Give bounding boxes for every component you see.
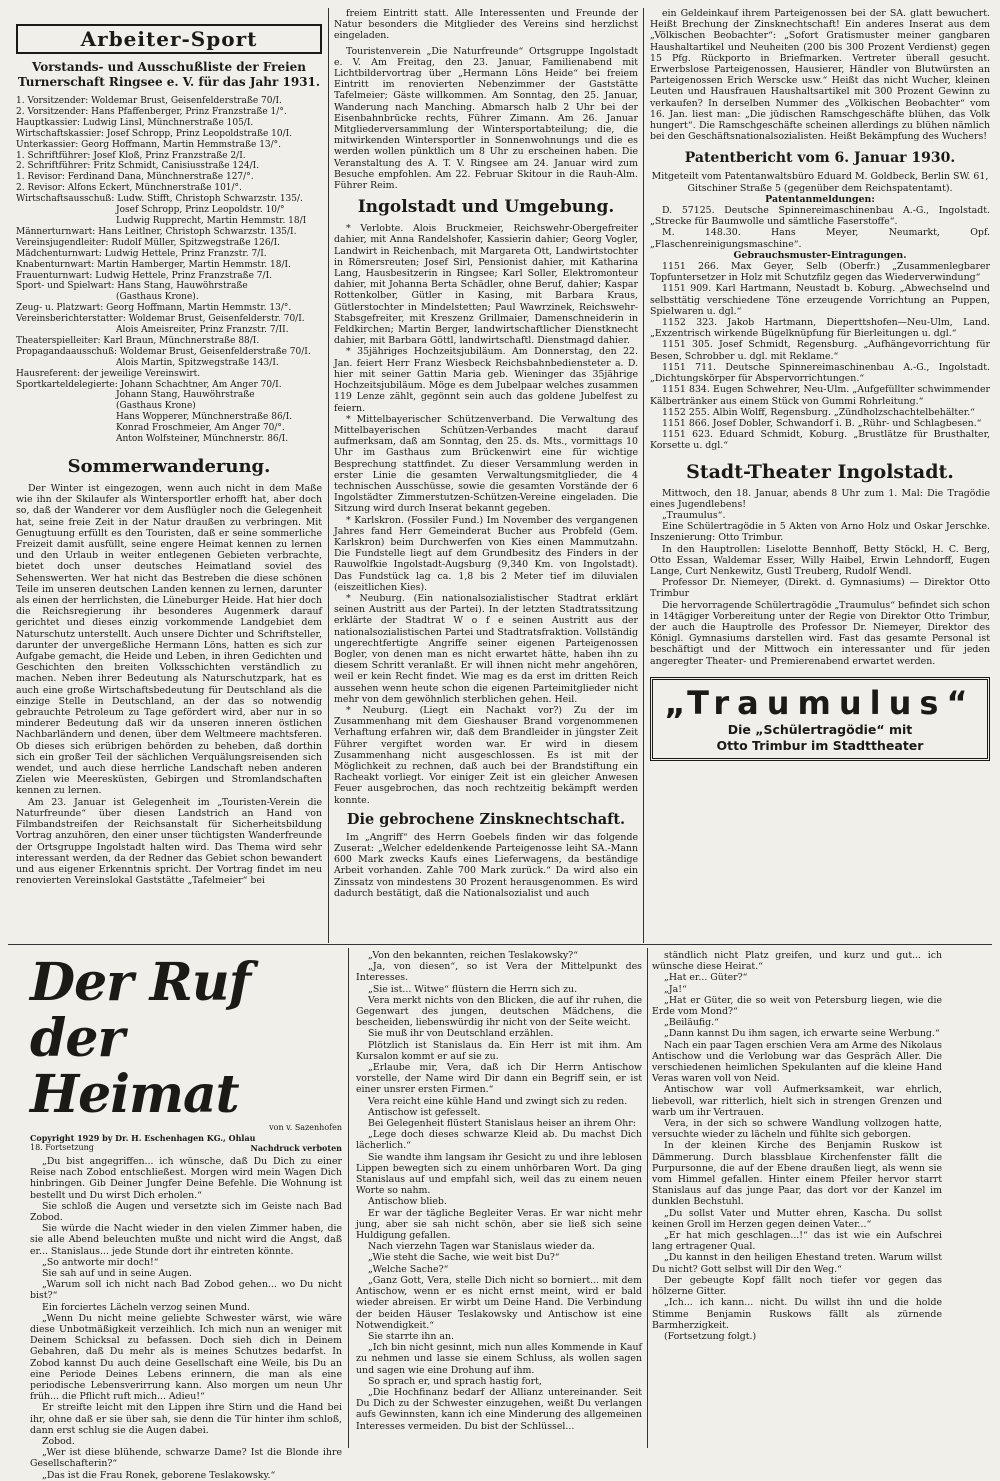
paragraph: Am 23. Januar ist Gelegenheit im „Touristen-Verein die Naturfreunde“ über diesen Landstrich an Hand von Filmbandstreifen der Reichsanstalt für Sicherheitsbildung Vortrag anzuhören, den einer unser tüchtigsten Wanderfreunde der Ortsgruppe Ingolstadt halten wird. Das Thema wird sehr interessant werden, da der Redner das Gebiet schon bewandert und aus eigener Erkenntnis spricht. Der Vortrag findet im neu renovierten Vereinslokal Gaststätte „Tafelmeier“ bei bbox=[16, 796, 322, 887]
paragraph: „Beiläufig.“ bbox=[664, 1017, 719, 1029]
paragraph: Vera, in der sich so schwere Wandlung vollzogen hatte, versuchte wieder zu lächeln und fühlte sich geborgen. bbox=[652, 1118, 942, 1141]
list-item: (Gasthaus Krone). bbox=[116, 292, 199, 303]
paragraph: Zobod. bbox=[42, 1436, 75, 1448]
serial-novel-col-3 bbox=[652, 950, 942, 1448]
paragraph: „Ich... ich kann... nicht. Du willst ihn und die holde Stimme Benjamin Ruskows fällt als zürnende Barmherzigkeit. bbox=[652, 1297, 942, 1331]
list-item: 2. Revisor: Alfons Eckert, Münchnerstraße 101/°. bbox=[16, 183, 242, 194]
news-item: * Verlobte. Alois Bruckmeier, Reichswehr-Obergefreiter dahier, mit Anna Randelshofer, Kassierin dahier; Georg Vogler, Landwirt in Reichenbach, mit Margareta Ott, Landwirtstochter in Römersreuten; Josef Sirl, Pensionist dahier, mit Katharina Lang, Hausbesitzerin in Ringsee; Karl Soller, Elektromonteur dahier, mit Johanna Berta Schädler, ohne Beruf, dahier; Kaspar Rottenkolber, Gütler in Kasing, mit Barbara Kraus, Gütlerstochter in Mindelstetten; Paul Wawrzinek, Reichswehr-Stabsgefreiter, mit Kreszenz Grillmaier, Damenschneiderin in Feldkirchen; Martin Berger, landwirtschaftlicher Dienstknecht dahier, mit Barbara Göttl, landwirtschaftl. Dienstmagd dahier. bbox=[334, 223, 638, 347]
paragraph: „Sie ist... Witwe“ flüstern die Herrn sich zu. bbox=[368, 983, 578, 995]
serial-title: Der Ruf der Heimat bbox=[30, 952, 251, 1125]
list-item: Unterkassier: Georg Hoffmann, Martin Hemmstraße 13/°. bbox=[16, 139, 282, 150]
list-item: Propagandaausschuß: Woldemar Brust, Geisenfelderstraße 70/I. bbox=[16, 346, 311, 357]
paragraph: Nach ein paar Tagen erschien Vera am Arme des Nikolaus Antischow und die Verlobung war das Gespräch Aller. Die verschiedenen heimlichen Spekulanten auf die kleine Hand Veras waren voll von Neid. bbox=[652, 1039, 942, 1085]
list-item: Josef Schropp, Prinz Leopoldstr. 10/° bbox=[116, 205, 285, 216]
theater-text bbox=[650, 488, 990, 667]
paragraph: Er war der tägliche Begleiter Veras. Er war nicht mehr jung, aber sie sah nicht schön, aber sie ließ sich seine Huldigung gefallen. bbox=[356, 1207, 642, 1242]
article-zinsknechtschaft: Im „Angriff“ des Herrn Goebels finden wir das folgende Zuserat: „Welcher edeldenkende Parteigenosse leiht SA.-Mann 600 Mark zwecks Kaufs eines Lieferwagens, da beständige Arbeit vorhanden. Zahle 700 Mark zurück.“ Da wird also ein Zinssatz von mindestens 30 Prozent herausgenommen. Es wird dadurch bestätigt, daß die Nationalsozialist und auch bbox=[334, 831, 638, 899]
paragraph: „Wenn Du nicht meine geliebte Schwester wärst, wie wäre diese Unbotmäßigkeit verzeihlich. Ich mich nun an weniger mit Deinem Schicksal zu befassen. Doch sieh dich in Deinem Gebahren, daß Du mehr als is meines Schutzes bedarfst. In Zobod kannst Du auch deine Gesellschaft eine Weile, bis Du an eine Periode Deines Lebens erinnern, die man als eine periodische Lebensverirrung kann. Also morgen um neun Uhr früh... die Pflicht ruft mich... Adieu!“ bbox=[30, 1312, 342, 1403]
section-heading-ingolstadt: Ingolstadt und Umgebung. bbox=[357, 197, 615, 218]
list-item: 2. Schriftführer: Fritz Schmidt, Canisiusstraße 124/I. bbox=[16, 161, 260, 172]
list-subheading: Vorstands- und Ausschußliste der Freien Turnerschaft Ringsee e. V. für das Jahr 1931. bbox=[17, 60, 321, 89]
ad-title: „Traumulus“ bbox=[664, 683, 976, 722]
serial-novel-col-2 bbox=[356, 950, 642, 1448]
list-item: Vereinsberichterstatter: Woldemar Brust, Geisenfelderstr. 70/I. bbox=[16, 314, 305, 325]
article-heading-zinsknechtschaft: Die gebrochene Zinsknechtschaft. bbox=[346, 810, 626, 828]
paragraph: Sie muß ihr von Deutschland erzählen. bbox=[368, 1028, 554, 1040]
serial-copyright: Copyright 1929 by Dr. H. Eschenhagen KG., Ohlau bbox=[30, 1133, 256, 1143]
paragraph: „Ich bin nicht gesinnt, mich nun alles Kommende in Kauf zu nehmen und lasse sie einem Schluss, als wollen sagen und sagen wie eine Drohung auf ihm. bbox=[356, 1342, 642, 1376]
paragraph: „Dann kannst Du ihm sagen, ich erwarte seine Werbung.“ bbox=[664, 1028, 940, 1040]
paragraph: Er streifte leicht mit den Lippen ihre Stirn und die Hand bei ihr, ohne daß er sie über sah, sie denn die Tür hinter ihm schloß, dann erst schlug sie die Augen dabei. bbox=[30, 1402, 342, 1436]
gebrauchsmuster-list bbox=[650, 261, 990, 451]
board-list bbox=[16, 96, 322, 445]
list-item: Johann Stang, Hauwöhrstraße bbox=[116, 390, 255, 401]
theater-heading: Stadt-Theater Ingolstadt. bbox=[686, 460, 954, 483]
list-item: Hausreferent: der jeweilige Vereinswirt. bbox=[16, 368, 201, 379]
paragraph: „Von den bekannten, reichen Teslakowsky?“ bbox=[368, 950, 579, 961]
gebrauchsmuster-entry: 1151 305. Josef Schmidt, Regensburg. „Aufhängevorrichtung für Besen, Schrobber u. dgl. mit Reklame.“ bbox=[650, 339, 990, 362]
paragraph: Nach vierzehn Tagen war Stanislaus wieder da. bbox=[368, 1241, 595, 1253]
list-item: Knabenturnwart: Martin Hamberger, Martin Hemmstr. 18/I. bbox=[16, 259, 291, 270]
article-continuation: freiem Eintritt statt. Alle Interessenten und Freunde der Natur besonders die Mitglieder des Vereins sind herzlichst eingeladen. bbox=[334, 8, 638, 42]
paragraph: „Du sollst Vater und Mutter ehren, Kascha. Du sollst keinen Groll im Herzen gegen deinen Vater...“ bbox=[652, 1207, 942, 1230]
patent-heading: Patentbericht vom 6. Januar 1930. bbox=[684, 150, 956, 167]
ad-line: Otto Trimbur im Stadttheater bbox=[716, 737, 924, 753]
gebrauchsmuster-entry: 1151 834. Eugen Schwehrer, Neu-Ulm. „Aufgefüllter schwimmender Kälbertränker aus einem Stück von Gummi Rohrleitung.“ bbox=[650, 384, 990, 407]
theater-paragraph: Eine Schülertragödie in 5 Akten von Arno Holz und Oskar Jerschke. Inszenierung: Otto Trimbur. bbox=[650, 521, 990, 544]
paragraph: Der Winter ist eingezogen, wenn auch nicht in dem Maße wie ihn der Skilaufer als Wintersportler erhofft hat, aber doch so, daß der Wanderer vor dem Ausflügler noch die Gelegenheit hat, seine freie Zeit in der Natur draußen zu verbringen. Mit Genugtuung erfüllt es den Touristen, daß er seine sommerliche Freizeit damit ausfüllt, seine engere Heimat kennen zu lernen und den Urlaub in weiter entlegenen Gebieten verbrachte, bietet doch unser deutsches Heimatland soviel des Sehenswerten. Wer hat nicht das Bestreben die diese schönen Teile im unseren deutschen Landen kennen zu lernen, darunter als einen der herrlichsten, die Lüneburger Heide. Hat hier doch die Reichsregierung ihr besonderes Augenmerk darauf gerichtet und dieses einzig vorkommende Landgebiet dem Naturschutz unterstellt. Auch unsere Dichter und Schriftsteller, darunter der unvergeßliche Hermann Löns, hatten es sich zur Aufgabe gemacht, die Heide und Leben, in ihren Gedichten und Geschichten den breiten Volksschichten verständlich zu machen. Neben ihrer Bedeutung als Naturschutzpark, hat es auch eine große Wirtschaftsbedeutung für Deutschland als die einzige Stelle in Deutschland, an der das so notwendig gebrauchte Petroleum zu Tage gefördert wird, aber nur in so minderer Bedeutung daß wir da unseren inneren östlichen Nachbarländern und denen, über dem Weltmeere machtsferen. Ob dieses sich erübrigen behörden zu beheben, daß dorthin sich ein großer Teil der sächlichen Verquälungsreisenden sich wendet, und auch diese herrliche Landschaft neben anderen Zielen wie Meeresküsten, Gebirgen und Stromlandschaften kennen zu lernen. bbox=[16, 483, 322, 797]
section-rule bbox=[8, 944, 992, 945]
club-notice: Touristenverein „Die Naturfreunde“ Ortsgruppe Ingolstadt e. V. Am Freitag, den 23. Januar, Familienabend mit Lichtbildervortrag über „Hermann Löns Heide“ bei freiem Eintritt im renovierten Nebenzimmer der Gaststätte Tafelmeier; Gäste willkommen. Am Sonntag, den 25. Januar, Wanderung nach Manching. Abmarsch halb 2 Uhr bei der Eisenbahnbrücke rechts, Führer Zimann. Am 26. Januar Mitgliederversammlung der Wintersportabteilung; die, die mitwirkenden Wintersportler in Sonnenwohnungs und die es werden wollen pünktlich um 8 Uhr zu erscheinen haben. Die Veranstaltung des A. T. V. Ringsee am 24. Januar wird zum Besuche empfohlen. Am 22. Februar Skitour in die Rauh-Alm. Führer Reim. bbox=[334, 45, 638, 192]
list-item: Ludwig Rupprecht, Martin Hemmstr. 18/I bbox=[116, 215, 307, 226]
gebrauchsmuster-entry: 1151 711. Deutsche Spinnereimaschinenbau A.-G., Ingolstadt. „Dichtungskörper für Abspervorrichtungen.“ bbox=[650, 361, 990, 385]
paragraph: Sie starrte ihn an. bbox=[368, 1330, 455, 1342]
theater-paragraph: Die hervorragende Schülertragödie „Traumulus“ befindet sich schon in 14tägiger Vorbereitung unter der Regie von Direktor Otto Trimbur, der auch die Hauptrolle des Professor Dr. Niemeyer, Direktor des Königl. Gymnasiums darstellen wird. Fast das gesamte Personal ist beschäftigt und der Mittwoch ein interessanter und für jeden angeregter Theater- und Premierenabend erwartet werden. bbox=[650, 599, 990, 667]
news-item: * Mittelbayerischer Schützenverband. Die Verwaltung des Mittelbayerischen Schützen-Verbandes macht darauf aufmerksam, daß am Sonntag, den 25. ds. Mts., vormittags 10 Uhr im Gasthaus zum Brückenwirt eine für wichtige Besprechung stattfindet. Zu dieser Versammlung werden in erster Linie die gesamten Verwaltungsmitglieder, die 4 technischen Ausschüsse, sowie die gesamten Vorstände der 6 Ingolstädter Zimmerstutzen-Schützen-Vereine eingeladen. Die Sitzung wird durch Inserat bekannt gegeben. bbox=[334, 413, 638, 515]
news-item: * 35jähriges Hochzeitsjubiläum. Am Donnerstag, den 22. Jan. feiert Herr Franz Wiesbeck Reichsbahnbediensteter a. D. hier mit seiner Gattin Maria geb. Wieninger das 35jährige Hochzeitsjubiläum. Möge es dem Jubelpaar welches zusammen 119 Lenze zählt, gegönnt sein auch das goldene Jubelfest zu feiern. bbox=[334, 346, 638, 414]
list-item: Hauptkassier: Ludwig Linsl, Münchnerstraße 105/I. bbox=[16, 117, 254, 128]
list-item: Konrad Froschmeier, Am Anger 70/°. bbox=[116, 423, 285, 434]
list-item: 1. Schriftführer: Josef Kloß, Prinz Franzstraße 2/I. bbox=[16, 150, 246, 161]
paragraph: „Welche Sache?“ bbox=[368, 1263, 449, 1275]
list-item: Zeug- u. Platzwart: Georg Hoffmann, Martin Hemmstr. 13/°. bbox=[16, 303, 292, 314]
theater-paragraph: „Traumulus“. bbox=[662, 509, 726, 521]
list-item: Männerturnwart: Hans Leitlner, Christoph Schwarzstr. 135/I. bbox=[16, 226, 297, 237]
serial-text bbox=[30, 1156, 342, 1481]
paragraph: „Hat er... Güter?“ bbox=[664, 972, 748, 984]
list-item: Wirtschaftsausschuß: Ludw. Stifft, Christoph Schwarzstr. 135/. bbox=[16, 194, 303, 205]
paragraph: In der kleinen Kirche des Benjamin Ruskow ist Dämmerung. Durch blassblaue Kirchenfenster fällt die Purpursonne, die auf der Ebene draußen liegt, als wenn sie vom Himmel gefallen. Hinter einem Pfeiler hervor starrt Stanislaus auf das junge Paar, das dort vor der Kanzel im dunklen Bechstuhl. bbox=[652, 1140, 942, 1208]
serial-copyright-note: Nachdruck verboten bbox=[250, 1143, 342, 1153]
paragraph: So sprach er, und sprach hastig fort, bbox=[368, 1375, 542, 1387]
list-item: Vereinsjugendleiter: Rudolf Müller, Spitzwegstraße 126/I. bbox=[16, 237, 281, 248]
list-item: Hans Wopperer, Münchnerstraße 86/I. bbox=[116, 412, 293, 423]
paragraph: „So antworte mir doch!“ bbox=[42, 1256, 159, 1268]
paragraph: Sie wandte ihm langsam ihr Gesicht zu und ihre leblosen Lippen bewegten sich zu einem unhörbaren Wort. Da ging Stanislaus auf und empfahl sich, weil das zu einem neuen Worte so nahm. bbox=[356, 1151, 642, 1197]
column-3 bbox=[650, 8, 990, 940]
paragraph: „Das ist die Frau Ronek, geborene Teslakowsky.“ bbox=[42, 1469, 276, 1481]
paragraph: Vera merkt nichts von den Blicken, die auf ihr ruhen, die Gegenwart des jungen, deutschen Mädchens, die bescheiden, liebenswürdig ihr nicht von der Seite weicht. bbox=[356, 994, 642, 1029]
column-1 bbox=[16, 22, 322, 940]
patent-intro: Mitgeteilt vom Patentanwaltsbüro Eduard M. Goldbeck, Berlin SW. 61, Gitschiner Straße 5 (gegenüber dem Reichspatentamt). bbox=[651, 171, 989, 194]
article-heading-sommerwanderung: Sommerwanderung. bbox=[67, 456, 271, 477]
paragraph: „Wie steht die Sache, wie weit bist Du?“ bbox=[368, 1252, 560, 1264]
theater-advertisement bbox=[650, 677, 990, 761]
list-item: Theaterspielleiter: Karl Braun, Münchnerstraße 88/I. bbox=[16, 335, 260, 346]
list-item: Wirtschaftskassier: Josef Schropp, Prinz Leopoldstraße 10/I. bbox=[16, 128, 293, 139]
paragraph: Vera reicht eine kühle Hand und zwingt sich zu reden. bbox=[368, 1095, 628, 1107]
list-item: 2. Vorsitzender: Hans Pfaffenberger, Prinz Franzstraße 1/°. bbox=[16, 106, 287, 117]
list-item: Sport- und Spielwart: Hans Stang, Hauwöhrstraße bbox=[16, 281, 248, 292]
news-item: * Neuburg. (Liegt ein Nachakt vor?) Zu der im Zusammenhang mit dem Gieshauser Brand vorgenommenen Verhaftung erfahren wir, daß dem Brandleider in jüngster Zeit Führer vergiftet worden war. Er wird in diesem Zusammenhang nicht ausgeschlossen. Es ist mit der Möglichkeit zu rechnen, daß auch bei der Brandstiftung ein Racheakt vorliegt. Vor einiger Zeit ist ein gleicher Anwesen Feuer ausgebrochen, das noch rechtzeitig bekämpft werden konnte. bbox=[334, 704, 638, 806]
paragraph: „Die Hochfinanz bedarf der Allianz untereinander. Seit Du Dich zu der Schwester einzugehen, weißt Du verlangen aufs Gewinnsten, kann ich eine Minderung des allgemeinen Interesses vermeiden. Du bist der Schlüssel... bbox=[356, 1386, 642, 1432]
patent-list bbox=[650, 205, 990, 250]
gebrauchsmuster-entry: 1151 266. Max Geyer, Selb (Oberfr.) „Zusammenlegbarer Topfuntersetzer in Holz mit Schutzfilz gegen das Wiederverwindung“ bbox=[650, 261, 990, 284]
paragraph: „Du kannst in den heiligen Ehestand treten. Warum willst Du nicht? Gott selbst will Dir den Weg.“ bbox=[652, 1252, 942, 1275]
serial-author: von v. Sazenhofen bbox=[269, 1123, 342, 1132]
paragraph: Bei Gelegenheit flüstert Stanislaus heiser an ihrem Ohr: bbox=[368, 1118, 636, 1130]
theater-paragraph: Mittwoch, den 18. Januar, abends 8 Uhr zum 1. Mal: Die Tragödie eines Jugendlebens! bbox=[650, 487, 990, 510]
paragraph: ständlich nicht Platz greifen, und kurz und gut... ich wünsche diese Heirat.“ bbox=[652, 950, 942, 973]
list-item: Alois Ameisreiter, Prinz Franzstr. 7/II. bbox=[116, 325, 289, 336]
paragraph: Antischow war voll Aufmerksamkeit, war ehrlich, liebevoll, war ritterlich, hielt sich in strengen Grenzen und warb um ihr Vertrauen. bbox=[652, 1084, 942, 1118]
paragraph: „Ja!“ bbox=[664, 983, 687, 995]
column-rule bbox=[647, 948, 648, 1448]
list-item: Sportkarteldelegierte: Johann Schachtner, Am Anger 70/I. bbox=[16, 379, 282, 390]
section-heading-arbeiter-sport: Arbeiter-Sport bbox=[16, 24, 322, 54]
paragraph: „Erlaube mir, Vera, daß ich Dir Herrn Antischow vorstelle, der Name wird Dir dann ein Begriff sein, er ist einer unsrer ersten Firmen.“ bbox=[356, 1062, 642, 1096]
paragraph: Plötzlich ist Stanislaus da. Ein Herr ist mit ihm. Am Kursalon kommt er auf sie zu. bbox=[356, 1039, 642, 1062]
patent-entry: D. 57125. Deutsche Spinnereimaschinenbau A.-G., Ingolstadt. „Strecke für Baumwolle und sämtliche Faserstoffe“. bbox=[650, 205, 990, 228]
serial-episode: 18. Fortsetzung bbox=[30, 1143, 94, 1152]
paragraph: „Ja, von diesen“, so ist Vera der Mittelpunkt des Interesses. bbox=[356, 961, 642, 984]
list-item: (Gasthaus Krone) bbox=[116, 401, 196, 412]
column-rule bbox=[328, 8, 329, 943]
paragraph: Sie schloß die Augen und versetzte sich im Geiste nach Bad Zobod. bbox=[30, 1200, 342, 1224]
list-item: Frauenturnwart: Ludwig Hettele, Prinz Franzstraße 7/I. bbox=[16, 270, 272, 281]
list-item: Mädchenturnwart: Ludwig Hettele, Prinz Franzstr. 7/I. bbox=[16, 248, 267, 259]
gebrauchsmuster-subheading: Gebrauchsmuster-Eintragungen. bbox=[733, 249, 907, 261]
paragraph: Antischow blieb. bbox=[368, 1196, 447, 1208]
paragraph: Sie sah auf und in seine Augen. bbox=[42, 1268, 192, 1280]
gebrauchsmuster-entry: 1151 866. Josef Dobler, Schwandorf i. B. „Rühr- und Schlagbesen.“ bbox=[662, 417, 982, 429]
gebrauchsmuster-entry: 1152 323. Jakob Hartmann, Dieperttshofen—Neu-Ulm, Land. „Exzentrisch wirkende Bügelknüpfung für Bierleitungen u. dgl.“ bbox=[650, 317, 990, 340]
theater-paragraph: In den Hauptrollen: Liselotte Bennhoff, Betty Stöckl, H. C. Berg, Otto Essan, Waldemar Esser, Willy Haibel, Erwin Lehndorff, Eugen Lange, Curt Nenkewitz, Gustl Treuberg, Rudolf Wendl. bbox=[650, 543, 990, 577]
gebrauchsmuster-entry: 1151 623. Eduard Schmidt, Koburg. „Brustlätze für Brusthalter, Korsette u. dgl.“ bbox=[650, 429, 990, 452]
column-2 bbox=[334, 8, 638, 940]
list-item: 1. Vorsitzender: Woldemar Brust, Geisenfelderstraße 70/I. bbox=[16, 96, 282, 106]
list-item: Alois Martin, Spitzwegstraße 143/I. bbox=[116, 357, 279, 368]
paragraph: „Lege doch dieses schwarze Kleid ab. Du machst Dich lächerlich.“ bbox=[356, 1129, 642, 1152]
ad-line: Die „Schülertragödie“ mit bbox=[727, 721, 913, 737]
paragraph: Antischow ist gefesselt. bbox=[368, 1106, 481, 1118]
gebrauchsmuster-entry: 1151 909. Karl Hartmann, Neustadt b. Koburg. „Abwechselnd und selbsttätig verschiedene Töne erzeugende Vorrichtung an Puppen, Spielwaren u. dgl.“ bbox=[650, 283, 990, 317]
paragraph: (Fortsetzung folgt.) bbox=[664, 1330, 757, 1342]
patent-subheading: Patentanmeldungen: bbox=[765, 193, 875, 205]
column-rule bbox=[643, 8, 644, 943]
paragraph: Sie würde die Nacht wieder in den vielen Zimmer haben, die sie alle Abend beleuchten mußte und nicht wird die Angst, daß er... Stanislaus... jede Stunde dort ihr eintreten könnte. bbox=[30, 1223, 342, 1257]
gebrauchsmuster-entry: 1152 255. Albin Wolff, Regensburg. „Zündholzschachtelbehälter.“ bbox=[662, 406, 975, 418]
paragraph: „Du bist angegriffen... ich wünsche, daß Du Dich zu einer Reise nach Zobod entschließest. Morgen wird mein Wagen Dich hinbringen. Gib Deiner Jungfer Deine Befehle. Die Wohnung ist bestellt und Du wirst Dich erholen.“ bbox=[30, 1156, 342, 1201]
paragraph: Der gebeugte Kopf fällt noch tiefer vor gegen das hölzerne Gitter. bbox=[652, 1274, 942, 1298]
paragraph: „Wer ist diese blühende, schwarze Dame? Ist die Blonde ihre Gesellschafterin?“ bbox=[30, 1447, 342, 1470]
list-item: 1. Revisor: Ferdinand Dana, Münchnerstraße 127/°. bbox=[16, 172, 254, 183]
article-sommerwanderung bbox=[16, 483, 322, 886]
serial-text bbox=[652, 950, 942, 1342]
local-news bbox=[334, 223, 638, 806]
news-item: * Karlskron. (Fossiler Fund.) Im November des vergangenen Jahres fand Herr Gemeinderat Bucher aus Probfeld (Gem. Karlskron) beim Durchwerfen von Kies einen Mammutzahn. Die Fundstelle liegt auf dem Grundbesitz des Finders in der Rauwolfkie Ingolstadt-Augsburg (9,340 Km. von Ingolstadt). Das Fundstück lag ca. 1,8 bis 2 Meter tief im diluvialen (eiszeitlichen Kies). bbox=[334, 514, 638, 593]
paragraph: „Hat er Güter, die so weit von Petersburg liegen, wie die Erde vom Mond?“ bbox=[652, 994, 942, 1018]
paragraph: „Er hat mich geschlagen...!“ das ist wie ein Aufschrei lang ertragener Qual. bbox=[652, 1230, 942, 1253]
paragraph: Ein forciertes Lächeln verzog seinen Mund. bbox=[42, 1301, 251, 1313]
paragraph: „Ganz Gott, Vera, stelle Dich nicht so borniert... mit dem Antischow, wenn er es nicht ernst meint, wird er bald wieder abreisen. Er wirbt um Deine Hand. Die Verbindung der beiden Häuser Teslakowsky und Antischow ist eine Notwendigkeit.“ bbox=[356, 1274, 642, 1331]
patent-entry: M. 148.30. Hans Meyer, Neumarkt, Opf. „Flaschenreinigungsmaschine“. bbox=[650, 227, 990, 250]
list-item: Anton Wolfsteiner, Münchnerstr. 86/I. bbox=[116, 434, 289, 445]
theater-paragraph: Professor Dr. Niemeyer, (Direkt. d. Gymnasiums) — Direktor Otto Trimbur bbox=[650, 577, 990, 600]
article-continuation: ein Geldeinkauf ihrem Parteigenossen bei der SA. glatt bewuchert. Heißt Brechung der Zinsknechtschaft! Ein anderes Inserat aus dem „Völkischen Beobachter“: „Sofort Gratismuster meiner gangbaren Haushaltartikel und Neuheiten (200 bis 300 Prozent Verdienst) gegen 15 Pfg. Rückporto in Briefmarken. Vertreter überall gesucht. Erwerbslose Parteigenossen, Hausierer, Händler von Blutwürsten an Parteigenossen Erich Werscke usw.“ Heißt das nicht Wucher, kleinen Leuten und Hausfrauen Haushaltsartikel mit 300 Prozent Gewinn zu verkaufen? In derselben Nummer des „Völkischen Beobachter“ vom 16. Jan. liest man: „Die jüdischen Ramschgeschäfte blühen, das Volk hungert“. Die Ramschgeschäfte scheinen allerdings zu blühen nämlich bei den Geschäftsnationalsozialisten. Heißt Bekämpfung des Wuchers! bbox=[650, 8, 990, 143]
column-rule bbox=[348, 948, 349, 1448]
paragraph: „Warum soll ich nicht nach Bad Zobod gehen... wo Du nicht bist?“ bbox=[30, 1279, 342, 1302]
serial-text bbox=[356, 950, 642, 1432]
news-item: * Neuburg. (Ein nationalsozialistischer Stadtrat erklärt seinen Austritt aus der Partei). In der letzten Stadtratssitzung erklärte der Stadtrat W o f e seinen Austritt aus der nationalsozialistischen Partei und Stadtratsfraktion. Vollständig ungerechtfertigte Angriffe seiner eigenen Parteigenossen Bogler, von denen man es nicht erwartet hätte, haben ihn zu diesem Schritt veranlaßt. Er will ihnen nicht mehr angehören, weil er kein Recht findet. Wie mag es da erst im dritten Reich aussehen wenn heute schon die eigenen Parteimitglieder nicht mehr von dem gewöhnlich sterblichen gehen. Heil. bbox=[334, 592, 638, 705]
serial-novel-col-1 bbox=[30, 952, 342, 1481]
